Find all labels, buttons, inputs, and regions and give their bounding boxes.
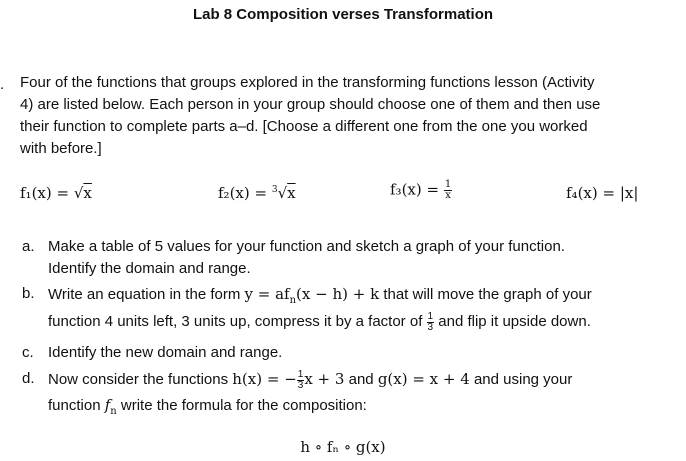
page-title: Lab 8 Composition verses Transformation	[192, 6, 494, 23]
function-f3: f₃(x) = $\frac{1}{x}$	[390, 179, 452, 201]
intro-line-1: Four of the functions that groups explored in the transforming functions lesson (Activity	[20, 74, 595, 91]
intro-line-2: 4) are listed below. Each person in your group should choose one of them and then use	[20, 96, 601, 113]
item-b-line-1: Write an equation in the form $y = af_n(x - h) + k$ that will move the graph of your	[48, 285, 592, 306]
item-b-line-2: function 4 units left, 3 units up, compress it by a factor of $\frac{1}{3}$ and flip it upside down.	[48, 310, 591, 333]
item-b-label: b.	[22, 285, 35, 302]
composition-formula: h ∘ fₙ ∘ g(x)	[300, 438, 386, 456]
item-c-label: c.	[22, 344, 34, 361]
list-marker: .	[0, 76, 5, 93]
item-d-label: d.	[22, 370, 35, 387]
item-d-line-2: function $f_n$ write the formula for the composition:	[48, 396, 367, 417]
item-a-line-1: Make a table of 5 values for your function and sketch a graph of your function.	[48, 238, 565, 255]
item-a-line-2: Identify the domain and range.	[48, 260, 251, 277]
function-f2: f₂(x) = $^3$√x	[218, 184, 296, 202]
item-a-label: a.	[22, 238, 35, 255]
item-c-line-1: Identify the new domain and range.	[48, 344, 283, 361]
function-f1: f₁(x) = √x	[20, 184, 92, 202]
intro-line-4: with before.]	[20, 140, 102, 157]
item-d-line-1: Now consider the functions h(x) = − $\frac{1}{3}$ x + 3 and g(x) = x + 4 and using your	[48, 368, 573, 391]
function-f4: f₄(x) = |x|	[566, 184, 639, 202]
intro-line-3: their function to complete parts a–d. [Choose a different one from the one you worked	[20, 118, 588, 135]
